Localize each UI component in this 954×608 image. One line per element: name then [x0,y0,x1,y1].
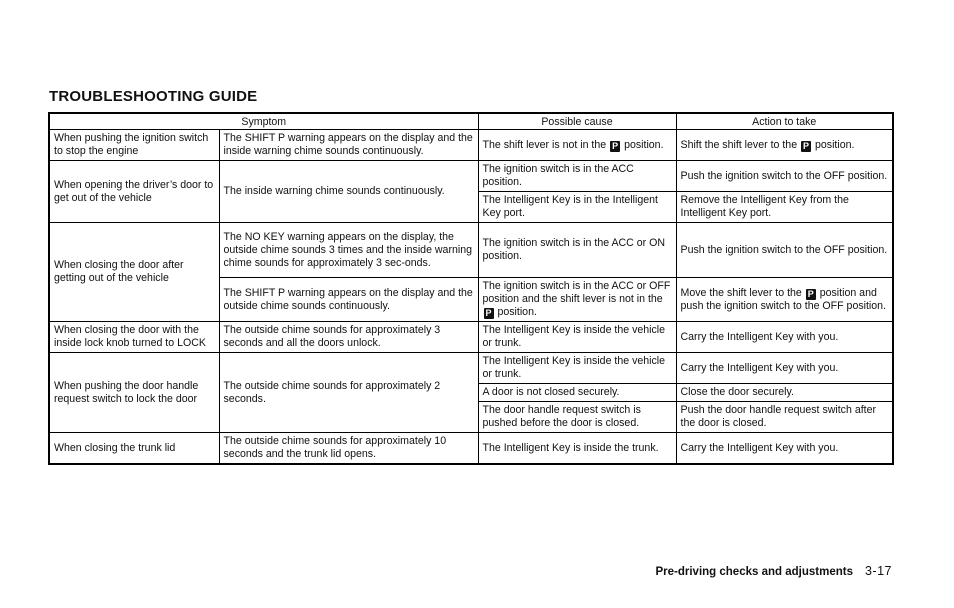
symptom-cell: The outside chime sounds for approximately 3 seconds and all the doors unlock. [219,322,478,353]
header-action-to-take: Action to take [676,113,893,130]
cause-cell: The door handle request switch is pushed before the door is closed. [478,402,676,433]
action-cell: Carry the Intelligent Key with you. [676,433,893,465]
table-row [49,223,893,278]
p-position-icon: P [612,140,619,151]
table-row [49,322,893,353]
symptom-cell: The outside chime sounds for approximately 10 seconds and the trunk lid opens. [219,433,478,465]
symptom-cell: The outside chime sounds for approximately 2 seconds. [219,353,478,433]
cause-cell [478,130,676,161]
cause-cell: The ignition switch is in the ACC or ON position. [478,223,676,278]
symptom-cell: The SHIFT P warning appears on the display and the inside warning chime sounds continuously. [219,130,478,161]
action-cell [676,278,893,322]
p-position-icon: P [803,140,810,151]
action-text: Shift the shift lever to the [680,138,798,151]
table-row [49,353,893,384]
action-cell [676,130,893,161]
action-cell: Push the door handle request switch after the door is closed. [676,402,893,433]
header-symptom: Symptom [49,113,478,130]
action-text: position. [815,138,855,151]
cause-cell: The Intelligent Key is inside the vehicle or trunk. [478,322,676,353]
action-cell: Close the door securely. [676,384,893,402]
p-position-icon: P [807,288,814,299]
cause-cell: The Intelligent Key is inside the trunk. [478,433,676,465]
table-row [49,130,893,161]
situation-cell: When opening the driver’s door to get out of the vehicle [49,161,219,223]
action-cell: Carry the Intelligent Key with you. [676,353,893,384]
situation-cell: When pushing the door handle request switch to lock the door [49,353,219,433]
symptom-cell: The SHIFT P warning appears on the display and the outside chime sounds continuously. [219,278,478,322]
page-footer [655,564,892,578]
table-row [49,433,893,465]
symptom-cell: The inside warning chime sounds continuously. [219,161,478,223]
header-possible-cause: Possible cause [478,113,676,130]
action-cell: Push the ignition switch to the OFF position. [676,223,893,278]
cause-cell [478,278,676,322]
action-cell: Remove the Intelligent Key from the Intelligent Key port. [676,192,893,223]
cause-text: The shift lever is not in the [482,138,607,151]
action-cell: Carry the Intelligent Key with you. [676,322,893,353]
page-number: 3-17 [864,564,892,578]
cause-text: position. [624,138,664,151]
cause-text: The ignition switch is in the ACC or OFF position and the shift lever is not in the [482,280,671,305]
page-title: TROUBLESHOOTING GUIDE [49,88,258,105]
situation-cell: When closing the door after getting out of the vehicle [49,223,219,322]
table-row [49,161,893,192]
action-cell: Push the ignition switch to the OFF position. [676,161,893,192]
cause-cell: The Intelligent Key is in the Intelligent Key port. [478,192,676,223]
table-header-row [49,113,893,130]
cause-cell: The ignition switch is in the ACC position. [478,161,676,192]
troubleshooting-table [48,112,894,465]
symptom-cell: The NO KEY warning appears on the display, the outside chime sounds 3 times and the inside warning chime sounds for approximately 3 sec-onds. [219,223,478,278]
action-text: Move the shift lever to the [680,286,802,299]
situation-cell: When closing the trunk lid [49,433,219,465]
section-title: Pre-driving checks and adjustments [655,566,853,578]
cause-text: position. [497,306,537,318]
cause-cell: The Intelligent Key is inside the vehicle or trunk. [478,353,676,384]
situation-cell: When closing the door with the inside lock knob turned to LOCK [49,322,219,353]
situation-cell: When pushing the ignition switch to stop the engine [49,130,219,161]
p-position-icon: P [485,308,492,318]
action-text: position and push the ignition switch to the OFF position. [680,286,887,312]
cause-cell: A door is not closed securely. [478,384,676,402]
